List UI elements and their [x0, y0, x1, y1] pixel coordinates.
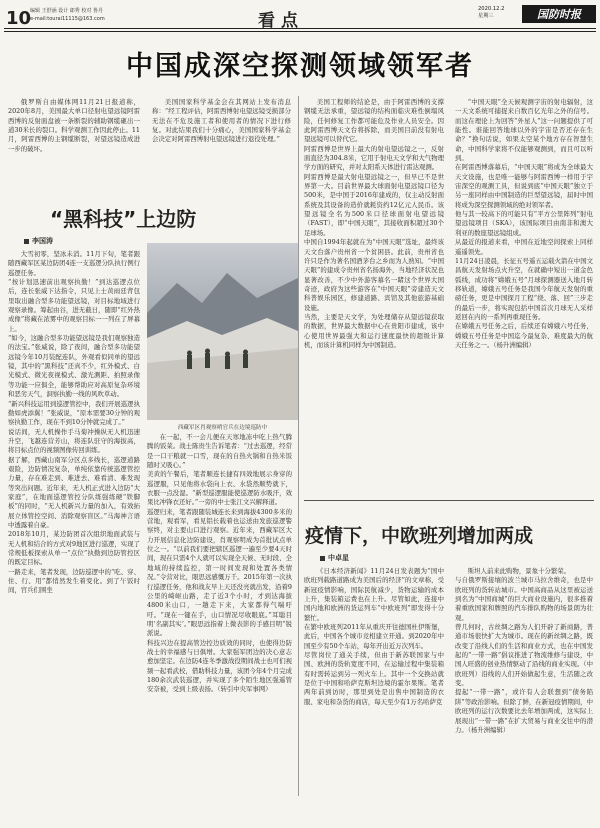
rail-col1-paragraph: 《日本经济新闻》11月24日发表题为“国中欧班列载路道路成为美国后的经济”的文章称，受新冠疫情影响，国际民航减少，货物运输的成本上升，集装箱运费也在上升。尽管如此，连接中国内地和欧洲的货运列车“中欧班列”即发得十分繁忙。 在繁中欧班列2011年从重庆开往德国杜伊斯堡，此后，中国各个城市竞相建立开通。到2020年中国至少有50个车站，每年开出近万次列车。 尽管岗位了通关手续，但由于新苏联国家与中国、欧洲的货轨宽度不同，在运输过程中集装箱有时需转运到另一列火车上。其中一个交换站就是位于中国和哈萨克斯坦边境的霍尔果斯。笔者两年前到访时，那里到处是出售中国制造的衣服、家电和杂货的商店，每天至少有1万名哈萨克 — [304, 567, 444, 706]
rail-article-col-1 — [304, 567, 444, 819]
border-patrol-photo — [147, 243, 298, 420]
main-headline: 中国成深空探测领域领军者 — [126, 51, 474, 82]
byline-author-2: 中卓星 — [328, 554, 349, 562]
weekday-value: 星期三 — [478, 13, 494, 19]
section-divider — [304, 500, 594, 501]
article-col-3 — [304, 98, 444, 488]
section-title: 看点 — [258, 11, 304, 31]
header-rule-thin — [4, 31, 596, 32]
subheadline-china-europe-rail: 疫情下，中欧班列增加两成 — [305, 525, 534, 547]
bullet-icon — [320, 556, 325, 561]
masthead-logo: 国防时报 — [522, 5, 596, 23]
col2-paragraph: 美国国家科学基金会在其网站上发布消息称：“经工程评估，阿雷西博射电望远镜受损部分无法在不危及施工者和使用者的情况下进行修复。对此结果我们十分痛心，美国国家科学基金会决定对阿雷西博射电望远镜进行退役处理。” — [152, 98, 291, 144]
byline-1 — [24, 236, 53, 246]
border-col1-paragraph: 大雪初零，坚冰未消。11月下旬，笔者跟随西藏军区某边防团4连一支巡逻分队执行例行巡逻任务。 “按计划迅速前出观察执勤！”到达巡逻点位后，连长张威下达指令，只见上士黄雨廷背包里取出融合型多功能望远镜，对目标地域进行观察录像。筹起由谷，进无截日，随即“红外热成像”将藏在浓雾中的观察目标一一列在了屏幕上。 “如今，这融合型多功能望远镜是我们观察独造的法宝。”张威说，除了夜间，融合型多功能望远镜今年10月装配连队，外观看似同单的望远镜，其中的“黑科技”还真不少，红外模式、白光模式、微光夜视模式、激光测距、拍照录像等功能一应俱全，能够帮助应对高原复杂环境和恶劣天气，洞察执勤一线的风吹草动。 “新兴科技运用到巡逻管控中，我们开展巡逻执勤如虎添翼！”张威说，“原本需要30分钟的观察执勤工作，现在不到10分钟就完成了。” 说话间，无人机操作手马菊冲操纵无人机迅速升空，飞越连营芳山，将连队驻守的海拔高，将目标点位的视频图像传回训练。 据了解，西藏山南军分区点多线长，巡逻道路艰险，边防情况复杂，单纯依靠传统巡逻管控力量，存在难走到、难进去、难看清、难发现等突出问题。近年来，无人机正式进入边防“大家庭”，在地面巡逻管控分队练强练硬“铁脚板”的同时，“无人机新兴力量的加入，有效拓展立体管控空间、消除观察盲区。”马海神言语中透露着自豪。 2018年10月，某边防团首次组织地面武装与无人机和结合的方式对9地区进行巡逻，实现了常规低板探索从单一“点位”执勤到边防管控区的既定目标。 一路走来，笔者发现，边防巡逻中的“吃、穿、住、行、用”都悄然发生着变化。到了午饭时间，官兵们围坐 — [8, 250, 140, 595]
date-value: 2020.12.2 — [478, 6, 505, 12]
editor-line: 编辑 王舒涵 设计 郎秀 校对 鲁丹 — [30, 8, 103, 14]
col3-paragraph: 美国工程师的结论是，由于阿雷西博的支撑钢缆无法承重，望远镜的结构面临灾难性倒塌风险，任何修复工作都可能危及作业人员安全。因此阿雷西博天文台将拆除，而美国目前没有射电望远镜可以替代它。 阿雷西博是世界上最大的射电望远镜之一，反射面直径为304.8米，它用于射电天文学和大气物理学方面的研究，并对太阳系天体进行雷达观测。 阿雷西博是最大射电望远镜之一，但早已不是世界第一大。目前世界最大球面射电望远镜口径为500米，是中国于2016年建成的，仅主动反射面系统及其设备的造价就耗资约12亿元人民币。该望远镜全名为500米口径球面射电望远镜（FAST），即“中国天眼”，其接收面积超过30个足球场。 中国自1994年起就在为“中国天眼”选址，最终该天文台落户贵州省一个贫困县。此前，贵州省也许只是作为著名国酒茅台之乡而为人熟知。“中国天眼”的建成令贵州省名扬海外，当地经济状况也显著改善，不少中外游客慕名一睹这个世界大国奇迹，政府为这些游客在“中国天眼”旁建造天文科普娱乐园区，修建道路、宾馆及其他旅游基础设施。 当然，主要是天文学，为处理储存从望远镜获取的数据，世界最大数据中心在贵阳市建成，该中心使用世界最强大和运行速度最快的超级计算机，而该计算机同样为中国制造。 — [304, 98, 444, 349]
rail-article-col-2 — [455, 567, 593, 819]
article-col-2 — [152, 98, 291, 186]
rail-col2-paragraph: 斯坦人前来此购物，景象十分繁荣。 与自俄罗斯接壤的波兰城市马拉舍维奇，也是中欧班列的货转站城市。中国高商品从这里被运送到名为“中国商城”的巨大商业设施内，很多推着着重欧国家和牌照的汽车排队购物的场景朗为壮观。 曾几何时，古丝绸之路为人们开辟了新商路，普通市场很快扩大为城市。现在的新丝绸之路，既改变了沿线人们的生活和商业方式，也在中国发起的“一带一路”倡议推进了物流维修与建设，中国人旺盛的创业热情驱动了沿线的商业实现。（中欧班列）沿线的人们开始做起生意，生活随之改变。 提起“一带一路”，或许有人会联想到“债务陷阱”等政治影响。但除了鲜，在新冠疫情期间，中欧班列的运行次数要比去年增加两成，这实际上展现出“一带一路”在扩大贸易与商业交往中的潜力。（杨升洲编辑） — [455, 567, 593, 734]
column-separator — [298, 96, 299, 796]
header-rule — [4, 28, 596, 29]
page-number: 10 — [6, 8, 32, 29]
email-line: e-mail:tourai11115@163.com — [30, 16, 105, 22]
byline-author: 李国涛 — [32, 237, 53, 245]
col4-paragraph: “中国天眼”全天候观测宇宙的射电辐射，这一天文系统可捕捉来自数百亿光年之外的信号。而这在理论上为回答“外星人”这一问题提供了可能性。谁能回答地球以外的宇宙是否还存在生命？”换句话说，如果太空某个地方存在智慧生命，中国科学家将不仅能够观测到，而且可以听到。 在阿雷西博落幕后，“中国天眼”将成为全球最大天文设施，也是唯一能够与阿雷西博一样用于宇宙深空的观测工具，但说到底“中国天眼”独立于另一座同样由中国制造的巨型望远镜，届时中国将成为深空探测领域的绝对领军者。 他与其一较高下的可能只有“平方公里阵列”射电望远镜项目（SKA），该国际项目由南非和澳大利亚的数座望远镜组成。 从最近的报道来看，中国在近地空间探索上同样遥遥领先。 11月24日凌晨，长征五号遥五运载火箭在中国文昌航天发射场点火升空，在就确中短出一道金色弧线，成功将“嫦娥五号”月球探测器送入地月转移轨道，嫦娥五号任务是我国今年航天发射的重磅任务，更是中国探月工程“绕、落、回”三步走的最后一步，将实现包括中国首次月球无人采样返回在内的一系列再重现任务。 在嫦娥五号任务之后，后续还有嫦娥六号任务，嫦娥五号任务是中国迄今最复杂、难度最大的航天任务之一。（杨升洲编辑） — [455, 98, 593, 349]
article-lead — [8, 98, 140, 186]
border-article-col-2 — [147, 433, 292, 818]
lead-paragraph: 俄罗斯自由媒体网11月21日报道称，2020年8月，美国最大单口径射电望远镜阿雷西博的反射面盘被一条断裂的辅助钢缆砸出一道30米长的裂口。科学观测工作因此停止。11月，阿雷西博的主钢缆断裂，对望远镜造成进一步的破坏。 — [8, 98, 140, 153]
bullet-icon — [24, 239, 29, 244]
article-col-4 — [455, 98, 593, 488]
photo-caption: 西藏军区肖观察哨官兵在边境巡防中 — [177, 425, 268, 431]
issue-date — [478, 6, 504, 20]
page-header-left — [6, 8, 31, 29]
subheadline-border-tech: “黑科技”上边防 — [50, 207, 197, 231]
border-article-col-1 — [8, 250, 140, 818]
border-col2-paragraph: 在一起，不一会儿便在天寒地冻中吃上热气腾腾的饭菜。战士陈贵生告诉笔者：“过去巡逻，经常是一口干粮就一口雪，现在的自热火锅和自热米饭随时又吸心。” 美黄的午餐后，笔者顺连长捷有四效地展示身穿的巡逻服，只见他将水袋向上衣、水袋然顺势就下，衣服一点没湿。“新型巡逻服能使巡逻防水吸汗，效果比冲锋衣还好。”一旁的中士张江文兴解释道。 巡逻归来，笔者跟随装城连长来到海拔4300多米的营地，观看军，看见铝长载着也运送由发旅巡逻警察终，对主要山口进行观察。近年来，西藏军区大力开展信息化边防建设，肖观察明成为首批试点单位之一。“以前我们要把辖区巡逻一遍至少要4天时间，现在只需4个人就可以实现全天候、无时段、全地域的持续监控，第一时间发现和处置各类情况。”令营对比，眼思远感慨万千。2015年第一次执行巡逻任务，他和战友早上天还没亮就出发，沿着9公里的崎岖山路，走了近3个小时，才到达海拔4800米山口，一趟走下来，大家都得气喘吁吁。“现在一键在手，山口情况尽收眼底。”耳聪目明‘名副其实’。”眼思远指着上微表影的手感目明“锐派说。 科技兴边在提高管边控边质效的同时，也使得边防战士的幸福感与日俱增。大家强军团边的决心意志愈加坚定。在边防4连冬季激战役期间战士也可们视频一起看武校，借助科技力量，该团今年4个月完成180余次武装巡逻，并实现了多个陌生地区强遥管安奈被，受到上级表扬。（转引中央军事网） — [147, 433, 292, 694]
byline-2 — [320, 553, 349, 563]
